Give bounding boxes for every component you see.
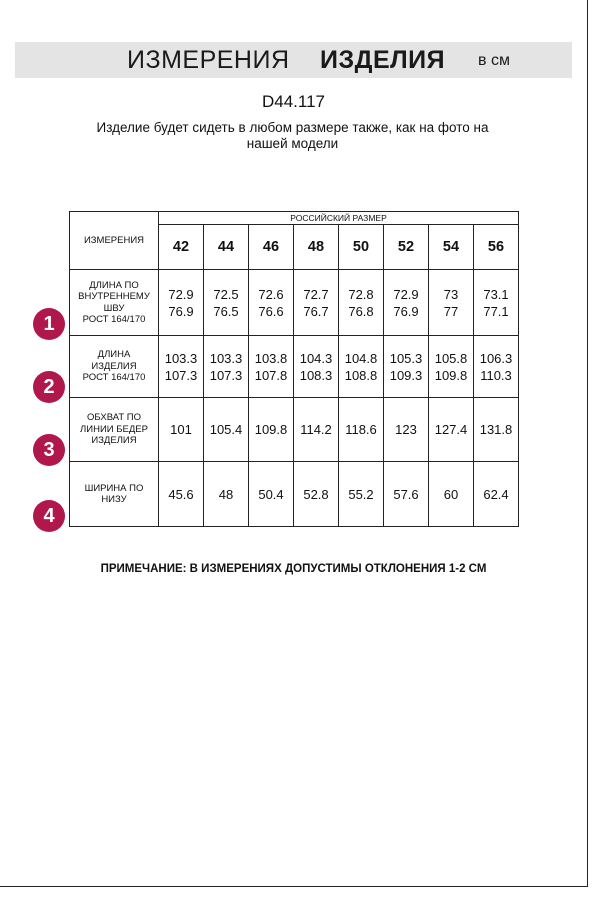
value-cell [384,270,429,336]
header-unit: в см [478,52,510,69]
value-line: 76.7 [303,303,329,319]
value-cell [384,398,429,462]
value-line: 103.3 [209,350,243,366]
badge-4: 4 [33,500,65,532]
value-line: 107.3 [164,367,198,383]
row-label [70,336,159,398]
value-cell [339,336,384,398]
value-line: 73.1 [483,286,509,302]
tolerance-note: ПРИМЕЧАНИЕ: В ИЗМЕРЕНИЯХ ДОПУСТИМЫ ОТКЛОНЕНИЯ 1-2 СМ [100,563,487,575]
row-label [70,270,159,336]
value-line: 48 [218,486,234,502]
row-label-line: ДЛИНА [97,349,131,361]
value-cell [294,270,339,336]
value-cell [249,398,294,462]
row-label-line: ОБХВАТ ПО [86,412,142,424]
value-line: 52.8 [303,486,329,502]
value-cell [294,462,339,527]
value-cell [294,398,339,462]
value-line: 57.6 [393,486,419,502]
value-line: 108.8 [344,367,378,383]
row-label-line: ШИРИНА ПО [84,482,144,494]
value-line: 104.3 [299,350,333,366]
value-line: 110.3 [480,367,512,383]
value-cell [429,270,474,336]
header-title-bold: ИЗДЕЛИЯ [320,46,446,74]
value-line: 76.9 [393,303,419,319]
size-header: 52 [384,225,429,270]
value-cell [294,336,339,398]
badge-1: 1 [33,308,65,340]
value-line: 101 [170,422,192,437]
value-line: 109.8 [254,422,288,437]
size-header: 50 [339,225,384,270]
value-line: 72.8 [348,286,374,302]
badge-3: 3 [33,434,65,466]
measurement-row [70,462,519,527]
value-line: 45.6 [168,486,194,502]
value-cell [474,398,519,462]
value-cell [339,398,384,462]
value-line: 103.8 [254,350,288,366]
size-header: 46 [249,225,294,270]
value-line: 73 [443,286,459,302]
value-cell [159,270,204,336]
badge-2: 2 [33,371,65,403]
value-cell [204,270,249,336]
value-line: 76.8 [348,303,374,319]
value-cell [159,336,204,398]
measurement-row [70,398,519,462]
row-label-line: ШВУ [103,302,125,314]
value-line: 72.6 [258,286,284,302]
value-cell [429,336,474,398]
value-cell [204,336,249,398]
value-line: 109.8 [434,367,468,383]
value-line: 105.8 [434,350,468,366]
size-header: 42 [159,225,204,270]
value-cell [159,398,204,462]
value-cell [474,462,519,527]
value-line: 77 [443,303,459,319]
value-line: 118.6 [345,422,377,437]
value-line: 105.4 [209,422,243,437]
value-cell [339,462,384,527]
measurement-row [70,336,519,398]
row-label-line: НИЗУ [101,494,127,505]
value-line: 76.6 [258,303,284,319]
value-cell [384,462,429,527]
size-header: 48 [294,225,339,270]
value-cell [339,270,384,336]
value-line: 114.2 [300,422,332,437]
value-line: 127.4 [434,422,468,437]
row-label-line: ИЗДЕЛИЯ [91,360,137,372]
value-line: 72.5 [213,286,239,302]
value-line: 72.9 [168,286,194,302]
value-cell [429,398,474,462]
value-cell [249,270,294,336]
corner-label: ИЗМЕРЕНИЯ [70,212,159,270]
value-line: 76.5 [213,303,239,319]
value-cell [474,336,519,398]
row-label-line: РОСТ 164/170 [82,372,146,384]
value-line: 62.4 [483,486,509,502]
article-number: D44.117 [261,92,325,111]
size-group-label: РОССИЙСКИЙ РАЗМЕР [159,212,519,225]
value-cell [384,336,429,398]
value-line: 123 [395,422,417,437]
value-cell [204,398,249,462]
value-line: 107.8 [254,367,288,383]
measurement-row [70,270,519,336]
value-cell [429,462,474,527]
row-label-line: ВНУТРЕННЕМУ [78,291,150,302]
value-line: 60 [443,486,459,502]
value-line: 109.3 [389,367,423,383]
row-label-line: ЛИНИИ БЕДЕР [80,423,148,435]
value-cell [249,462,294,527]
row-label [70,398,159,462]
value-cell [204,462,249,527]
row-label-line: РОСТ 164/170 [82,314,146,325]
value-line: 108.3 [299,367,333,383]
value-cell [249,336,294,398]
value-line: 105.3 [389,350,423,366]
row-label-line: ИЗДЕЛИЯ [91,435,137,447]
measurements-table [69,211,519,527]
value-line: 55.2 [348,486,374,502]
fit-note: Изделие будет сидеть в любом размере также, как на фото на нашей модели [96,120,489,151]
size-header: 54 [429,225,474,270]
size-header: 44 [204,225,249,270]
value-cell [159,462,204,527]
value-line: 103.3 [164,350,198,366]
value-line: 77.1 [483,303,509,319]
value-line: 50.4 [258,486,284,502]
value-cell [474,270,519,336]
value-line: 76.9 [168,303,194,319]
row-label [70,462,159,527]
size-header: 56 [474,225,519,270]
header-title-main: ИЗМЕРЕНИЯ [127,46,290,74]
value-line: 72.9 [393,286,419,302]
value-line: 72.7 [303,286,329,302]
value-line: 106.3 [479,350,513,366]
value-line: 107.3 [209,367,243,383]
value-line: 104.8 [344,350,378,366]
row-label-line: ДЛИНА ПО [89,279,139,291]
value-line: 131.8 [479,422,513,437]
